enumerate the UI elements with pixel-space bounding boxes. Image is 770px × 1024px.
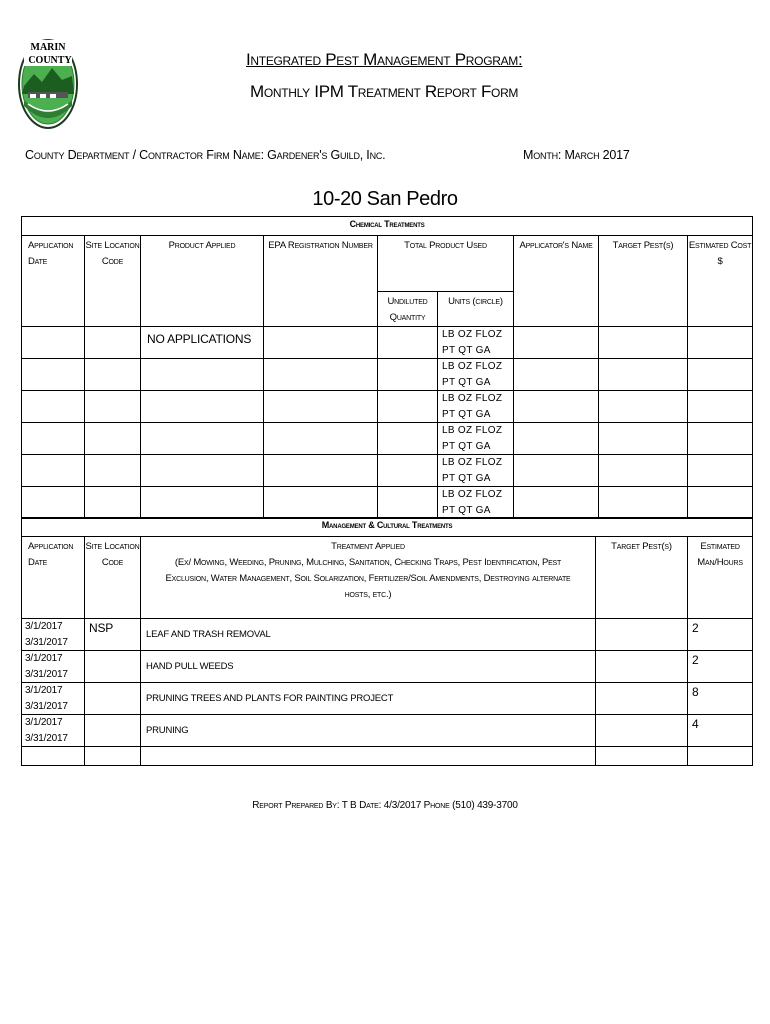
- department-label: County Department / Contractor Firm Name: Gardener's Guild, Inc.: [25, 148, 386, 162]
- site-title: 10-20 San Pedro: [312, 188, 458, 210]
- site-code: [85, 683, 141, 715]
- table-row: [22, 487, 753, 519]
- table-row: [22, 391, 753, 423]
- col-application-date: Application Date: [22, 236, 85, 327]
- units-options: LB OZ FLOZ PT QT GA: [438, 487, 514, 519]
- chemical-treatments-table: [21, 216, 753, 519]
- application-date: 3/1/2017 3/31/2017: [22, 619, 85, 651]
- col-applicator: Applicator's Name: [514, 236, 599, 327]
- table-row: [22, 423, 753, 455]
- units-options: LB OZ FLOZ PT QT GA: [438, 327, 514, 359]
- table-row: [22, 683, 753, 715]
- man-hours: 4: [688, 715, 753, 747]
- management-section-title: Management & Cultural Treatments: [22, 518, 753, 537]
- treatment-applied: HAND PULL WEEDS: [141, 651, 596, 683]
- units-options: LB OZ FLOZ PT QT GA: [438, 391, 514, 423]
- col-undiluted-quantity: Undiluted Quantity: [378, 292, 438, 327]
- table-row: [22, 651, 753, 683]
- table-row: [22, 619, 753, 651]
- table-row: [22, 455, 753, 487]
- application-date: 3/1/2017 3/31/2017: [22, 715, 85, 747]
- target-pest: [596, 715, 688, 747]
- chemical-section-title: Chemical Treatments: [22, 217, 753, 236]
- units-options: LB OZ FLOZ PT QT GA: [438, 455, 514, 487]
- col-units: Units (circle): [438, 292, 514, 327]
- col-epa-number: EPA Registration Number: [264, 236, 378, 327]
- svg-text:COUNTY: COUNTY: [28, 55, 72, 66]
- target-pest: [596, 683, 688, 715]
- table-row: [22, 359, 753, 391]
- report-prepared-by: Report Prepared By: T B Date: 4/3/2017 Phone (510) 439-3700: [252, 800, 518, 811]
- man-hours: 2: [688, 651, 753, 683]
- table-row: [22, 715, 753, 747]
- site-code: [85, 715, 141, 747]
- col-target-pest: Target Pest(s): [599, 236, 688, 327]
- no-applications-text: NO APPLICATIONS: [141, 327, 264, 359]
- form-title: Integrated Pest Management Program:: [246, 50, 523, 69]
- site-code: [85, 651, 141, 683]
- col-treatment-applied: Treatment Applied (Ex/ Mowing, Weeding, Pruning, Mulching, Sanitation, Checking Traps, Pest Identification, Pest Exclusion, Water Management, Soil Solarization, Fertilizer/Soil Amendments, Destroying alternate hosts, etc.): [141, 537, 596, 619]
- col-estimated-hours: Estimated Man/Hours: [688, 537, 753, 619]
- col-product-applied: Product Applied: [141, 236, 264, 327]
- treatment-applied: PRUNING: [141, 715, 596, 747]
- units-options: LB OZ FLOZ PT QT GA: [438, 359, 514, 391]
- treatment-applied: PRUNING TREES AND PLANTS FOR PAINTING PROJECT: [141, 683, 596, 715]
- col-estimated-cost: Estimated Cost $: [688, 236, 753, 327]
- county-logo: [16, 34, 80, 130]
- man-hours: 8: [688, 683, 753, 715]
- application-date: 3/1/2017 3/31/2017: [22, 683, 85, 715]
- col-site-location: Site Location Code: [85, 537, 141, 619]
- man-hours: 2: [688, 619, 753, 651]
- svg-text:MARIN: MARIN: [30, 42, 66, 53]
- col-target-pest: Target Pest(s): [596, 537, 688, 619]
- management-treatments-table: [21, 517, 753, 766]
- table-row: [22, 327, 753, 359]
- site-code: NSP: [85, 619, 141, 651]
- col-application-date: Application Date: [22, 537, 85, 619]
- form-subtitle: Monthly IPM Treatment Report Form: [250, 82, 519, 101]
- month-label: Month: March 2017: [523, 148, 630, 162]
- col-total-product: Total Product Used: [378, 236, 514, 292]
- treatment-applied: LEAF AND TRASH REMOVAL: [141, 619, 596, 651]
- application-date: 3/1/2017 3/31/2017: [22, 651, 85, 683]
- target-pest: [596, 619, 688, 651]
- units-options: LB OZ FLOZ PT QT GA: [438, 423, 514, 455]
- col-site-location: Site Location Code: [85, 236, 141, 327]
- target-pest: [596, 651, 688, 683]
- table-row: [22, 747, 753, 766]
